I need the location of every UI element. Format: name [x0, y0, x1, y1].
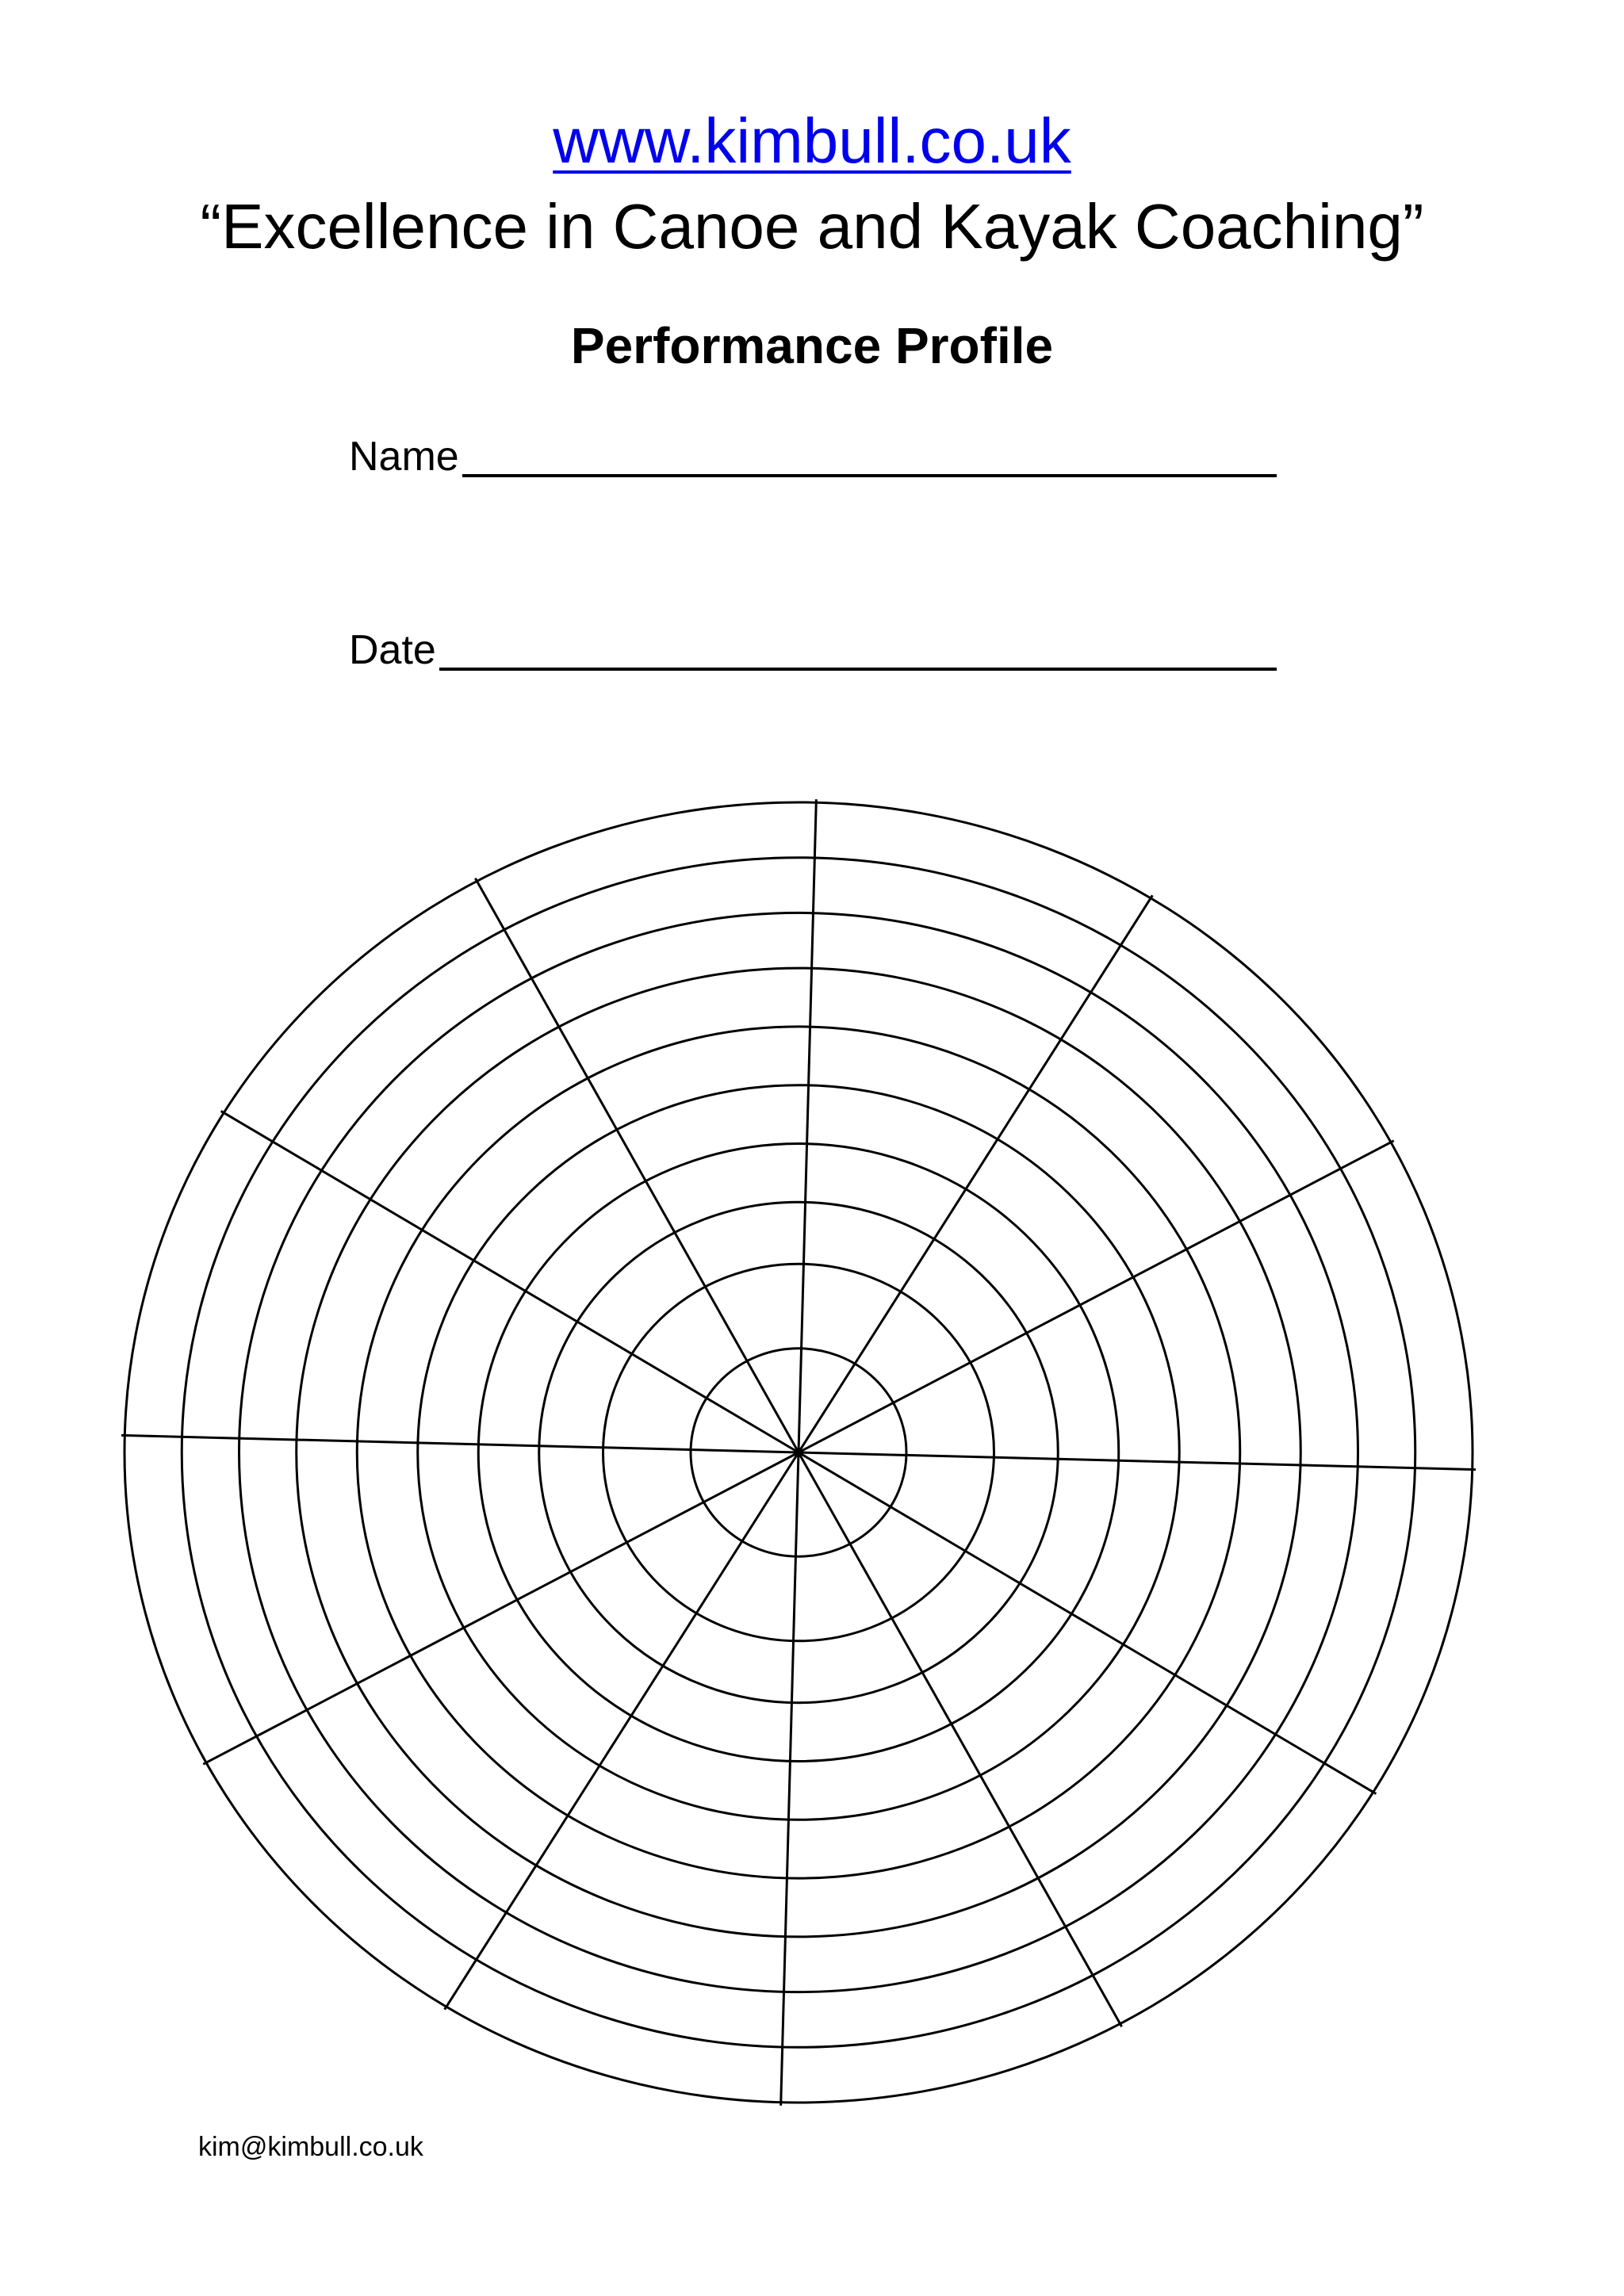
tagline: “Excellence in Canoe and Kayak Coaching” — [200, 191, 1424, 262]
contact-email[interactable]: kim@kimbull.co.uk — [198, 2132, 423, 2162]
wheel-spokes — [121, 799, 1476, 2106]
name-label: Name — [349, 434, 459, 480]
page-title: Performance Profile — [570, 317, 1054, 374]
website-link[interactable]: www.kimbull.co.uk — [553, 105, 1071, 176]
wheel-spoke — [799, 799, 816, 1452]
date-label: Date — [349, 627, 436, 673]
wheel-spoke — [799, 895, 1152, 1452]
wheel-spoke — [203, 1452, 799, 1764]
wheel-spoke — [799, 1452, 1476, 1470]
wheel-spoke — [221, 1111, 799, 1452]
wheel-spoke — [799, 1141, 1394, 1452]
wheel-spoke — [781, 1452, 799, 2106]
wheel-spoke — [475, 878, 799, 1452]
wheel-spoke — [799, 1452, 1122, 2026]
wheel-spoke — [445, 1452, 799, 2010]
wheel-spoke — [799, 1452, 1376, 1794]
wheel-spoke — [121, 1435, 799, 1452]
